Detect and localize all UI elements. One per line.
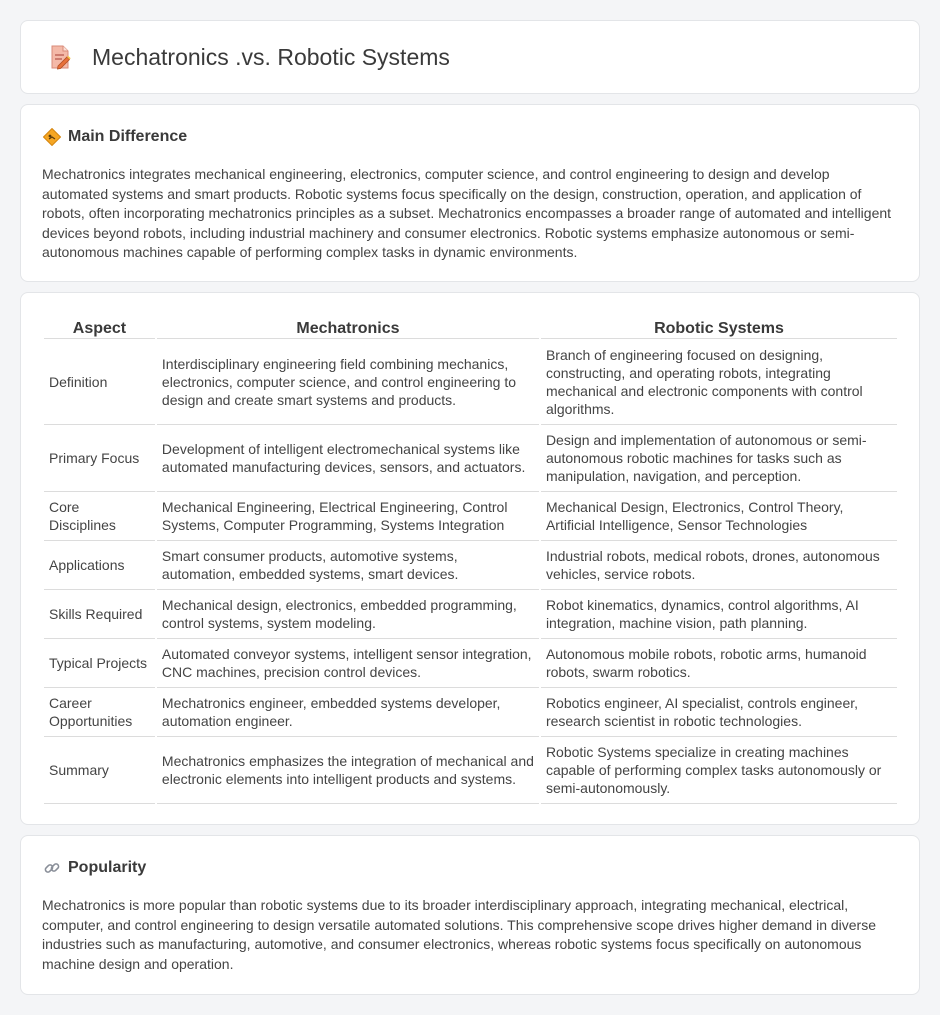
aspect-cell: Definition: [44, 339, 155, 425]
main-difference-heading: Main Difference: [68, 128, 188, 145]
table-row: [44, 590, 897, 639]
robotic-systems-cell: Robotic Systems specialize in creating machines capable of performing complex tasks autonomously or semi-autonomously.: [541, 737, 897, 804]
mechatronics-cell: Mechatronics engineer, embedded systems developer, automation engineer.: [157, 688, 539, 737]
robotic-systems-cell: Autonomous mobile robots, robotic arms, humanoid robots, swarm robotics.: [541, 639, 897, 688]
mechatronics-cell: Interdisciplinary engineering field combining mechanics, electronics, computer science, and control engineering to design and create smart systems and products.: [157, 339, 539, 425]
table-row: [44, 541, 897, 590]
robotic-systems-cell: Robot kinematics, dynamics, control algorithms, AI integration, machine vision, path planning.: [541, 590, 897, 639]
header-robotic-systems: Robotic Systems: [541, 315, 897, 339]
robotic-systems-cell: Robotics engineer, AI specialist, controls engineer, research scientist in robotic technologies.: [541, 688, 897, 737]
comparison-table: [42, 315, 899, 804]
aspect-cell: Career Opportunities: [44, 688, 155, 737]
popularity-text: Mechatronics is more popular than robotic systems due to its broader interdisciplinary approach, integrating mechanical, electrical, computer, and control engineering to design versatile automated solutions. This comprehensive scope drives higher demand in diverse industries such as manufacturing, automotive, and consumer electronics, whereas robotic systems focus specifically on autonomous machine design and operation.: [42, 897, 876, 972]
robotic-systems-cell: Design and implementation of autonomous or semi-autonomous robotic machines for tasks such as manipulation, navigation, and perception.: [541, 425, 897, 492]
header-mechatronics: Mechatronics: [157, 315, 539, 339]
popularity-card: [20, 835, 920, 995]
mechatronics-cell: Development of intelligent electromechanical systems like automated manufacturing devices, sensors, and actuators.: [157, 425, 539, 492]
comparison-card: [20, 292, 920, 825]
document-edit-icon: [47, 44, 73, 70]
mechatronics-cell: Mechanical design, electronics, embedded programming, control systems, system modeling.: [157, 590, 539, 639]
link-icon: [43, 859, 61, 877]
aspect-cell: Skills Required: [44, 590, 155, 639]
robotic-systems-cell: Branch of engineering focused on designing, constructing, and operating robots, integrating mechanical and electronic components with control algorithms.: [541, 339, 897, 425]
popularity-heading: Popularity: [68, 859, 147, 876]
mechatronics-cell: Mechanical Engineering, Electrical Engineering, Control Systems, Computer Programming, Systems Integration: [157, 492, 539, 541]
table-row: [44, 737, 897, 804]
mechatronics-cell: Automated conveyor systems, intelligent sensor integration, CNC machines, precision control devices.: [157, 639, 539, 688]
mechatronics-cell: Smart consumer products, automotive systems, automation, embedded systems, smart devices.: [157, 541, 539, 590]
robotic-systems-cell: Mechanical Design, Electronics, Control Theory, Artificial Intelligence, Sensor Technologies: [541, 492, 897, 541]
robotic-systems-cell: Industrial robots, medical robots, drones, autonomous vehicles, service robots.: [541, 541, 897, 590]
table-row: [44, 492, 897, 541]
table-row: [44, 639, 897, 688]
page-title: Mechatronics .vs. Robotic Systems: [92, 43, 450, 70]
aspect-cell: Core Disciplines: [44, 492, 155, 541]
header-aspect: Aspect: [44, 315, 155, 339]
mechatronics-cell: Mechatronics emphasizes the integration of mechanical and electronic elements into intelligent products and systems.: [157, 737, 539, 804]
main-difference-text: Mechatronics integrates mechanical engineering, electronics, computer science, and control engineering to design and develop automated systems and smart products. Robotic systems focus specifically on the design, construction, operation, and application of robots, often incorporating mechatronics principles as a subset. Mechatronics encompasses a broader range of automated and intelligent devices beyond robots, including industrial machinery and consumer electronics. Robotic systems emphasize autonomous or semi-autonomous machines capable of performing complex tasks in dynamic environments.: [42, 166, 892, 261]
main-difference-card: [20, 104, 920, 282]
title-card: [20, 20, 920, 94]
aspect-cell: Summary: [44, 737, 155, 804]
aspect-cell: Typical Projects: [44, 639, 155, 688]
table-row: [44, 339, 897, 425]
popularity-heading-row: [43, 859, 146, 877]
table-header-row: [44, 315, 897, 339]
diamond-sign-icon: [43, 128, 61, 146]
table-row: [44, 688, 897, 737]
aspect-cell: Primary Focus: [44, 425, 155, 492]
main-difference-heading-row: [43, 128, 187, 146]
aspect-cell: Applications: [44, 541, 155, 590]
table-row: [44, 425, 897, 492]
